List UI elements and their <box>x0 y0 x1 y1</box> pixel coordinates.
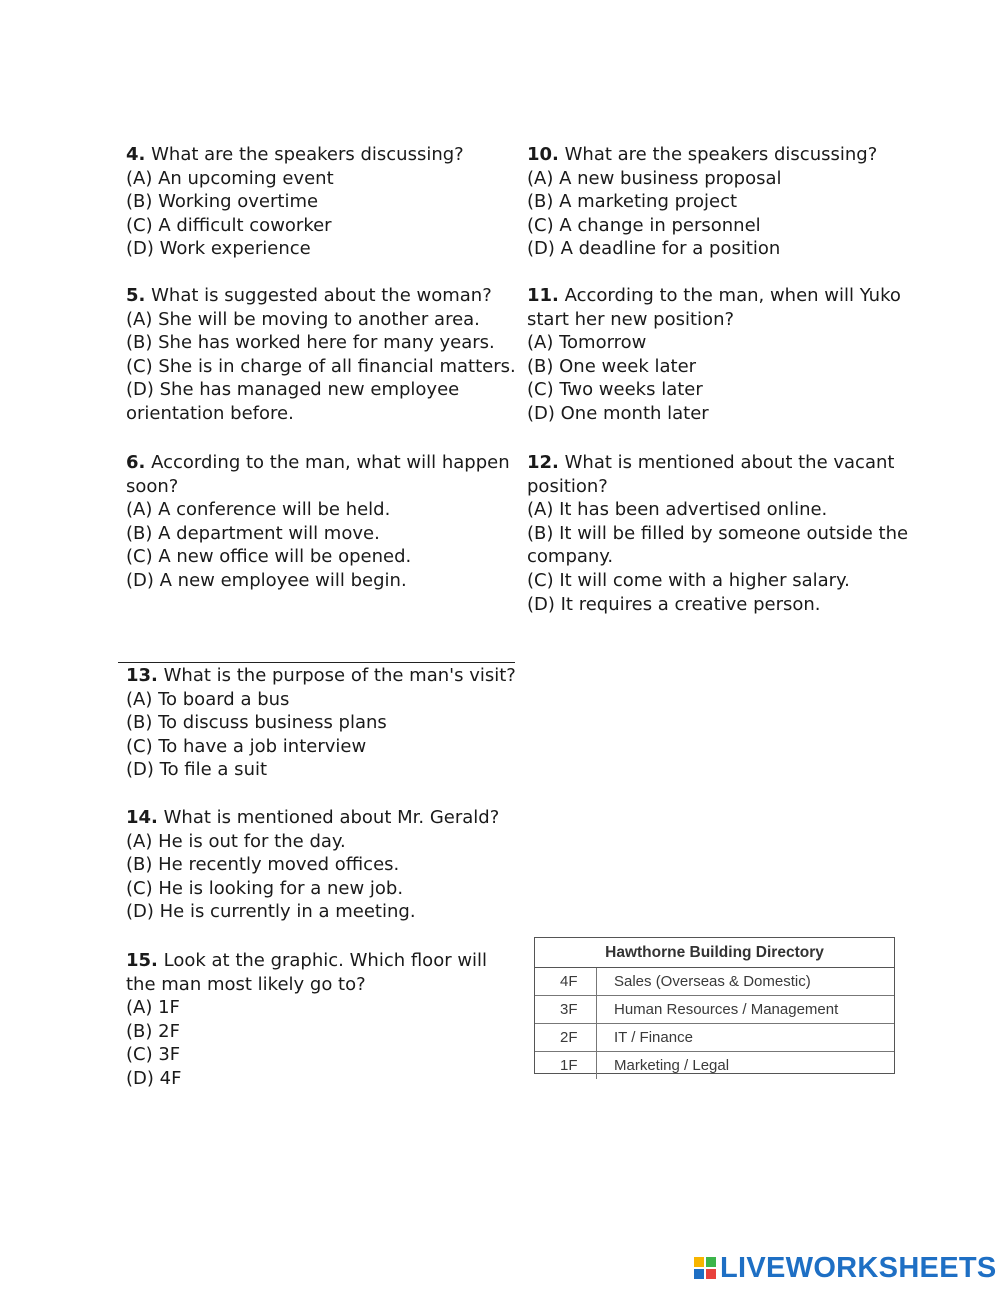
question-number: 4. <box>126 144 146 165</box>
answer-option: (D) Work experience <box>126 238 311 260</box>
question-stem: According to the man, when will Yuko <box>564 285 901 306</box>
floor-cell: 4F <box>535 968 597 995</box>
answer-option: (C) She is in charge of all financial matters. <box>126 355 516 377</box>
answer-option: (D) He is currently in a meeting. <box>126 901 416 923</box>
section-divider <box>118 662 515 663</box>
logo-block <box>706 1257 716 1267</box>
answer-option: (B) It will be filled by someone outside the <box>527 522 909 544</box>
question-stem: Look at the graphic. Which floor will <box>163 950 488 971</box>
answer-option: (C) It will come with a higher salary. <box>527 569 850 591</box>
question-stem: What is the purpose of the man's visit? <box>163 665 516 686</box>
answer-option: (B) A marketing project <box>527 191 738 213</box>
directory-title: Hawthorne Building Directory <box>535 938 894 968</box>
question-11 <box>527 284 907 426</box>
question-stem: What is suggested about the woman? <box>151 285 492 306</box>
department-cell: IT / Finance <box>614 1029 693 1046</box>
table-row <box>535 1052 894 1079</box>
question-number: 12. <box>527 452 559 473</box>
answer-option: (A) To board a bus <box>126 688 290 710</box>
answer-option: (A) She will be moving to another area. <box>126 308 480 330</box>
answer-option: (A) An upcoming event <box>126 167 334 189</box>
logo-block <box>706 1269 716 1279</box>
answer-option: (C) A change in personnel <box>527 214 761 236</box>
question-6 <box>126 451 511 593</box>
question-13 <box>126 664 516 782</box>
answer-option: (B) She has worked here for many years. <box>126 332 495 354</box>
question-stem: What are the speakers discussing? <box>151 144 464 165</box>
answer-option: (A) He is out for the day. <box>126 830 346 852</box>
answer-option: (B) One week later <box>527 355 697 377</box>
answer-option: (C) Two weeks later <box>527 379 703 401</box>
question-5 <box>126 284 516 426</box>
question-10 <box>527 143 907 261</box>
department-cell: Sales (Overseas & Domestic) <box>614 973 811 990</box>
answer-option: (D) To file a suit <box>126 759 268 781</box>
question-4 <box>126 143 511 261</box>
question-number: 5. <box>126 285 146 306</box>
answer-option: (B) A department will move. <box>126 522 380 544</box>
answer-option: (B) 2F <box>126 1020 180 1042</box>
answer-option: (A) A conference will be held. <box>126 499 391 521</box>
answer-option: (C) A difficult coworker <box>126 214 332 236</box>
answer-option: (C) He is looking for a new job. <box>126 877 404 899</box>
liveworksheets-logo <box>694 1253 997 1283</box>
answer-option-continued: company. <box>527 546 614 568</box>
building-directory-table <box>534 937 895 1074</box>
floor-cell: 1F <box>535 1052 597 1079</box>
answer-option: (C) To have a job interview <box>126 735 367 757</box>
question-number: 6. <box>126 452 146 473</box>
department-cell: Marketing / Legal <box>614 1057 730 1074</box>
question-stem-continued: start her new position? <box>527 308 735 330</box>
floor-cell: 2F <box>535 1024 597 1051</box>
logo-block <box>694 1257 704 1267</box>
answer-option: (A) Tomorrow <box>527 332 647 354</box>
table-row <box>535 968 894 996</box>
question-number: 10. <box>527 144 559 165</box>
table-row <box>535 1024 894 1052</box>
answer-option: (B) He recently moved offices. <box>126 854 400 876</box>
answer-option-continued: orientation before. <box>126 402 294 424</box>
question-12 <box>527 451 907 616</box>
answer-option: (D) She has managed new employee <box>126 379 460 401</box>
department-cell: Human Resources / Management <box>614 1001 839 1018</box>
answer-option: (D) A new employee will begin. <box>126 569 407 591</box>
question-number: 11. <box>527 285 559 306</box>
answer-option: (A) It has been advertised online. <box>527 499 828 521</box>
answer-option: (A) A new business proposal <box>527 167 782 189</box>
question-stem: What is mentioned about the vacant <box>564 452 895 473</box>
question-stem-continued: the man most likely go to? <box>126 973 366 995</box>
question-number: 13. <box>126 665 158 686</box>
floor-cell: 3F <box>535 996 597 1023</box>
answer-option: (D) A deadline for a position <box>527 238 781 260</box>
answer-option: (D) It requires a creative person. <box>527 593 821 615</box>
answer-option: (B) To discuss business plans <box>126 712 387 734</box>
answer-option: (D) 4F <box>126 1067 182 1089</box>
question-14 <box>126 806 511 924</box>
table-row <box>535 996 894 1024</box>
answer-option: (C) A new office will be opened. <box>126 546 412 568</box>
question-number: 15. <box>126 950 158 971</box>
logo-text: LIVEWORKSHEETS <box>720 1251 997 1284</box>
question-stem: According to the man, what will happen <box>151 452 510 473</box>
question-stem-continued: position? <box>527 475 608 497</box>
logo-blocks-icon <box>694 1257 716 1279</box>
question-stem-continued: soon? <box>126 475 179 497</box>
answer-option: (C) 3F <box>126 1044 181 1066</box>
answer-option: (A) 1F <box>126 997 180 1019</box>
question-stem: What are the speakers discussing? <box>564 144 878 165</box>
question-number: 14. <box>126 807 158 828</box>
logo-block <box>694 1269 704 1279</box>
answer-option: (B) Working overtime <box>126 191 319 213</box>
answer-option: (D) One month later <box>527 402 709 424</box>
question-15 <box>126 949 511 1091</box>
question-stem: What is mentioned about Mr. Gerald? <box>163 807 500 828</box>
